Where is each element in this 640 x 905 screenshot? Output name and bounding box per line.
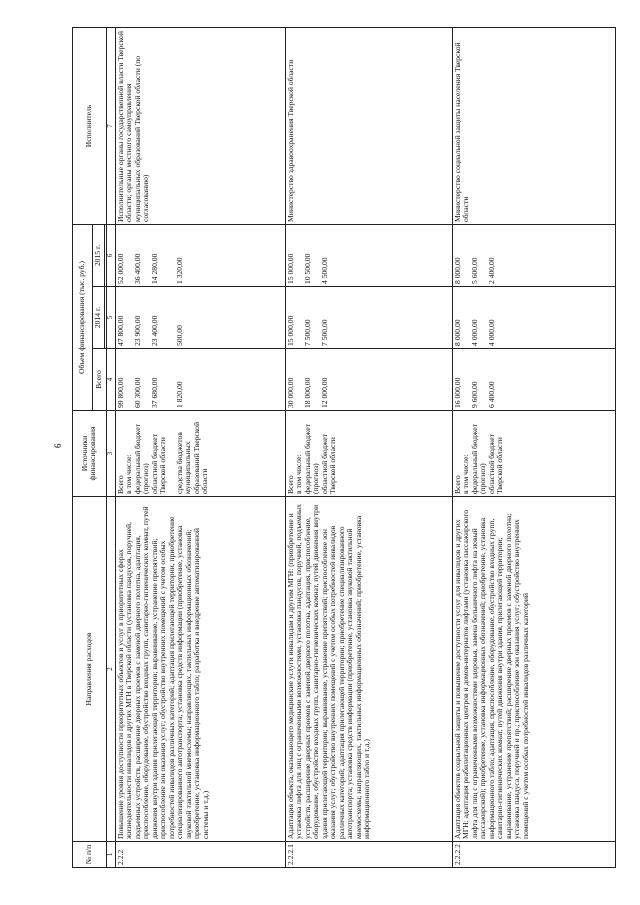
value: 4 000,00: [470, 319, 479, 346]
col-num: 3: [106, 411, 115, 497]
source-line: областной бюджет Тверской области: [486, 434, 504, 494]
col-num: 7: [106, 27, 115, 224]
row-direction: Адаптация объекта, оказывающего медицинские услуги инвалидам и другим МГН: (приобретение и установка лифта для лиц с ограниченными возможностями, установка пандусов, поручней, подъемных устройств, расширение дверных проемов с заменой дверного полотна, адаптация, приспособление, оборудование, обустройство входных групп, санитарно-гигиенических комнат, путей движения внутри здания прилегающей территории; выравнивание, устранение препятствий; приспособление зон оказания услуг; обустройство внутренних помещений с учетом особых потребностей инвалидов различных категорий; адаптация прилегающей территории; приобретение специализированного автотранспорта; установка средств информации (приобретение, установка звуковой тактильной мнемосхемы; направляющих, тактильных информационных обозначений; приобретение, установка информационного табло и т.д.): [285, 497, 452, 842]
row-total: [452, 349, 615, 411]
row-sources: [452, 411, 615, 497]
row-2014: [115, 287, 285, 349]
source-line: в том числе:: [461, 454, 470, 494]
value: 36 400,00: [133, 253, 142, 284]
row-total: [285, 349, 452, 411]
value: 8 000,00: [452, 319, 462, 346]
value: 99 800,00: [115, 377, 125, 408]
value: 1 320,00: [175, 257, 184, 284]
header-executor: Исполнитель: [73, 27, 107, 224]
value: 15 000,00: [285, 315, 295, 346]
header-direction: Направления расходов: [73, 497, 107, 842]
header-volume: Объем финансирования (тыс. руб.): [73, 224, 93, 410]
row-2015: [452, 224, 615, 286]
header-source: Источники финансирования: [73, 411, 107, 497]
row-direction: Адаптация объектов социальной защиты и повышение доступности услуг для инвалидов и других МГН: адаптация реабилитационных центров и домов-интернатов лифтами (установка пассажирского лифта для лиц с ограниченными возможностями здоровья, замена больничного лифта на новый пассажирский); приобретение, установка информационных обозначений; приобретение, установка информационного табло; адаптация, приспособление, оборудование, обустройство входных групп, санитарно-гигиенических комнат, путей движения внутри здания, прилегающей территории; выравнивание, устранение препятствий; расширение дверных проемов с заменой дверного полотна; установка пандуса, поручней и пр.; приспособление зон оказания услуг; обустройство внутренних помещений с учетом особых потребностей инвалидов различных категорий: [452, 497, 615, 842]
value: 23 400,00: [150, 315, 159, 346]
value: 2 400,00: [487, 257, 496, 284]
source-line: в том числе:: [124, 454, 133, 494]
source-line: федеральный бюджет (прогноз): [469, 424, 487, 494]
value: 14 280,00: [150, 253, 159, 284]
table-row: [285, 27, 452, 867]
value: 8 000,00: [452, 257, 462, 284]
row-executor: Исполнительные органы государственной власти Тверской области; органы местного самоуправления муниципальных образований Тверской области (по согласованию): [115, 27, 285, 224]
row-total: [115, 349, 285, 411]
row-executor: Министерство здравоохранения Тверской области: [285, 27, 452, 224]
value: 9 600,00: [470, 381, 479, 408]
row-sources: [285, 411, 452, 497]
row-sources: [115, 411, 285, 497]
source-line: Всего: [285, 475, 295, 494]
row-2015: [285, 224, 452, 286]
source-line: областной бюджет Тверской области: [319, 434, 337, 494]
value: 60 300,00: [133, 377, 142, 408]
row-number: 2.2.2: [115, 842, 285, 868]
value: 37 680,00: [150, 377, 159, 408]
source-line: средства бюджетов муниципальных образований Тверской области: [174, 421, 209, 494]
source-line: федеральный бюджет (прогноз): [302, 424, 320, 494]
rotated-table-page: [72, 28, 612, 868]
header-2014: 2014 г.: [93, 287, 105, 349]
col-num: 6: [106, 224, 115, 286]
value: 16 000,00: [452, 377, 462, 408]
source-line: областной бюджет Тверской области: [149, 434, 167, 494]
row-number: 2.2.2.2: [452, 842, 615, 868]
value: 5 600,00: [470, 257, 479, 284]
value: 10 500,00: [303, 253, 312, 284]
value: 18 000,00: [303, 377, 312, 408]
table-row: [452, 27, 615, 867]
value: 30 000,00: [285, 377, 295, 408]
row-executor: Министерство социальной защиты населения Тверской области: [452, 27, 615, 224]
col-num: 2: [106, 497, 115, 842]
source-line: федеральный бюджет (прогноз): [132, 424, 150, 494]
page-number: 6: [53, 443, 63, 448]
value: 6 400,00: [487, 381, 496, 408]
col-num: 5: [106, 287, 115, 349]
value: 500,00: [175, 325, 184, 346]
value: 7 500,00: [320, 319, 329, 346]
header-no: № п/п: [73, 842, 107, 868]
row-direction: Повышение уровня доступности приоритетных объектов и услуг в приоритетных сферах жизнедеятельности инвалидов и других МГН в Тверской области (установка пандусов, поручней, подъемных устройств, расширение дверных проемов с заменой дверного полотна, адаптация, приспособление, оборудование, обустройство входных групп, санитарно-гигиенических комнат, путей движения внутри здания прилегающей территории; выравнивание, устранение препятствий; приспособление зон оказания услуг; обустройство внутренних помещений с учетом особых потребностей инвалидов различных категорий; адаптация прилегающей территории, приобретение специализированного автотранспорта; установка средств информации (приобретение, установка звуковой тактильной мнемосхемы; направляющих, тактильных информационных обозначений; приобретение, установка информационного табло; разработка и внедрение автоматизированной системы и т.д.): [115, 497, 285, 842]
value: 12 000,00: [320, 377, 329, 408]
financing-table: [72, 27, 616, 868]
value: 23 900,00: [133, 315, 142, 346]
row-2015: [115, 224, 285, 286]
row-2014: [452, 287, 615, 349]
value: 4 500,00: [320, 257, 329, 284]
value: 7 500,00: [303, 319, 312, 346]
row-2014: [285, 287, 452, 349]
source-line: Всего: [452, 475, 462, 494]
col-num: 1: [106, 842, 115, 868]
value: 47 800,00: [115, 315, 125, 346]
value: 4 000,00: [487, 319, 496, 346]
header-2015: 2015 г.: [93, 224, 105, 286]
value: 15 000,00: [285, 253, 295, 284]
col-num: 4: [106, 349, 115, 411]
header-total: Всего: [93, 349, 107, 411]
value: 52 000,00: [115, 253, 125, 284]
row-number: 2.2.2.1: [285, 842, 452, 868]
column-number-row: [106, 27, 115, 867]
source-line: в том числе:: [294, 454, 303, 494]
source-line: Всего: [115, 475, 125, 494]
table-row: [115, 27, 285, 867]
value: 1 820,00: [175, 381, 184, 408]
